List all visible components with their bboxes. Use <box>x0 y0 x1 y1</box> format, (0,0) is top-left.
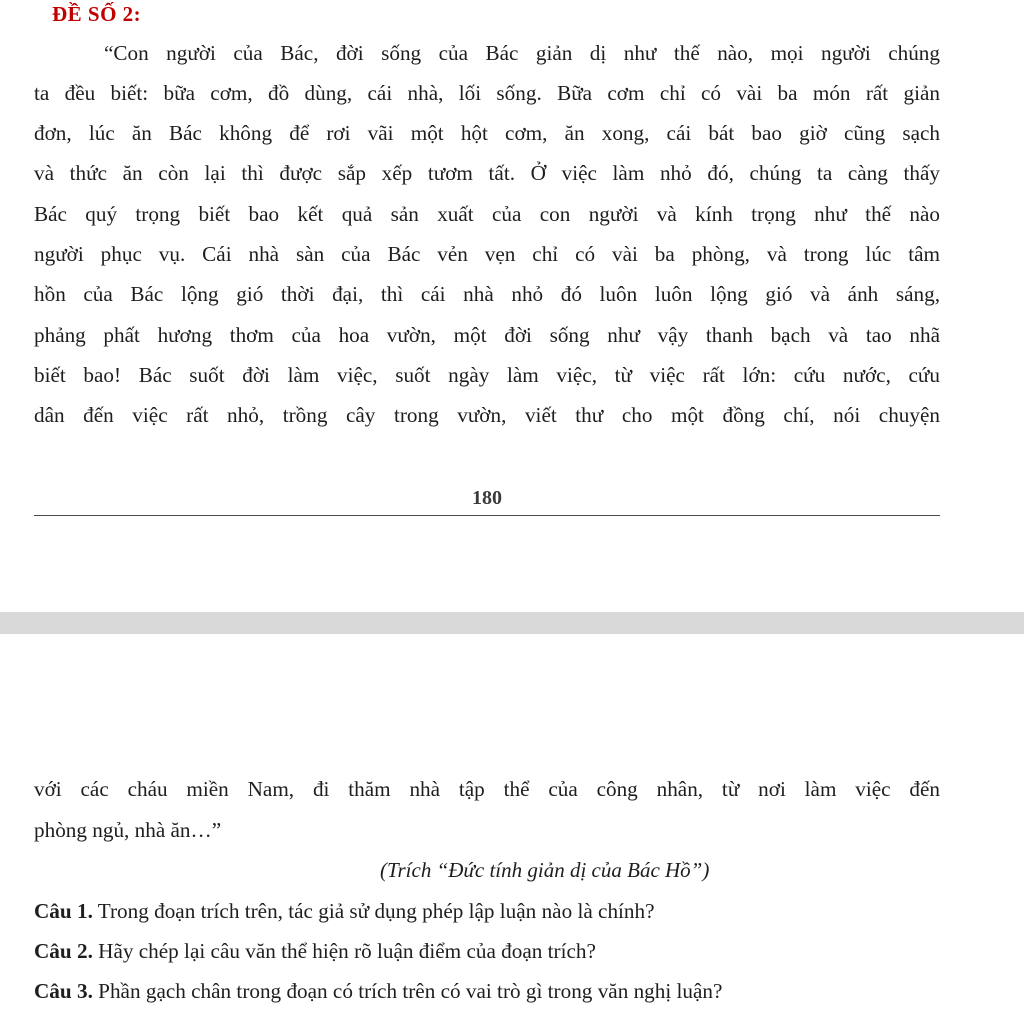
passage-line: dân đến việc rất nhỏ, trồng cây trong vườn, viết thư cho một đồng chí, nói chuyện <box>34 403 940 427</box>
question-2 <box>34 938 596 964</box>
passage-line: hồn của Bác lộng gió thời đại, thì cái nhà nhỏ đó luôn luôn lộng gió và ánh sáng, <box>34 282 940 306</box>
passage-line: “Con người của Bác, đời sống của Bác giản dị như thế nào, mọi người chúng <box>104 41 940 65</box>
page-number: 180 <box>472 487 502 509</box>
passage-line: Bác quý trọng biết bao kết quả sản xuất của con người và kính trọng như thế nào <box>34 202 940 226</box>
question-text: Trong đoạn trích trên, tác giả sử dụng phép lập luận nào là chính? <box>92 899 655 923</box>
question-label: Câu 2. <box>34 939 93 963</box>
passage-line: phòng ngủ, nhà ăn…” <box>34 818 222 842</box>
footer-divider <box>34 515 940 516</box>
passage-line: đơn, lúc ăn Bác không để rơi vãi một hột cơm, ăn xong, cái bát bao giờ cũng sạch <box>34 121 940 145</box>
question-1 <box>34 898 655 924</box>
passage-line: ta đều biết: bữa cơm, đồ dùng, cái nhà, lối sống. Bữa cơm chỉ có vài ba món rất giản <box>34 81 940 105</box>
question-text: Hãy chép lại câu văn thể hiện rõ luận điểm của đoạn trích? <box>92 939 596 963</box>
question-text: Phần gạch chân trong đoạn có trích trên có vai trò gì trong văn nghị luận? <box>92 979 723 1003</box>
page-break-gap <box>0 612 1024 634</box>
question-label: Câu 1. <box>34 899 93 923</box>
passage-line: và thức ăn còn lại thì được sắp xếp tươm tất. Ở việc làm nhỏ đó, chúng ta càng thấy <box>34 161 940 185</box>
question-label: Câu 3. <box>34 979 93 1003</box>
citation: (Trích “Đức tính giản dị của Bác Hồ”) <box>380 858 710 882</box>
passage-line: với các cháu miền Nam, đi thăm nhà tập thể của công nhân, từ nơi làm việc đến <box>34 777 940 801</box>
passage-line: biết bao! Bác suốt đời làm việc, suốt ngày làm việc, từ việc rất lớn: cứu nước, cứu <box>34 363 940 387</box>
question-3 <box>34 978 722 1004</box>
passage-line: phảng phất hương thơm của hoa vườn, một đời sống như vậy thanh bạch và tao nhã <box>34 323 940 347</box>
passage-line: người phục vụ. Cái nhà sàn của Bác vẻn vẹn chỉ có vài ba phòng, và trong lúc tâm <box>34 242 940 266</box>
exam-heading: ĐỀ SỐ 2: <box>52 2 142 26</box>
